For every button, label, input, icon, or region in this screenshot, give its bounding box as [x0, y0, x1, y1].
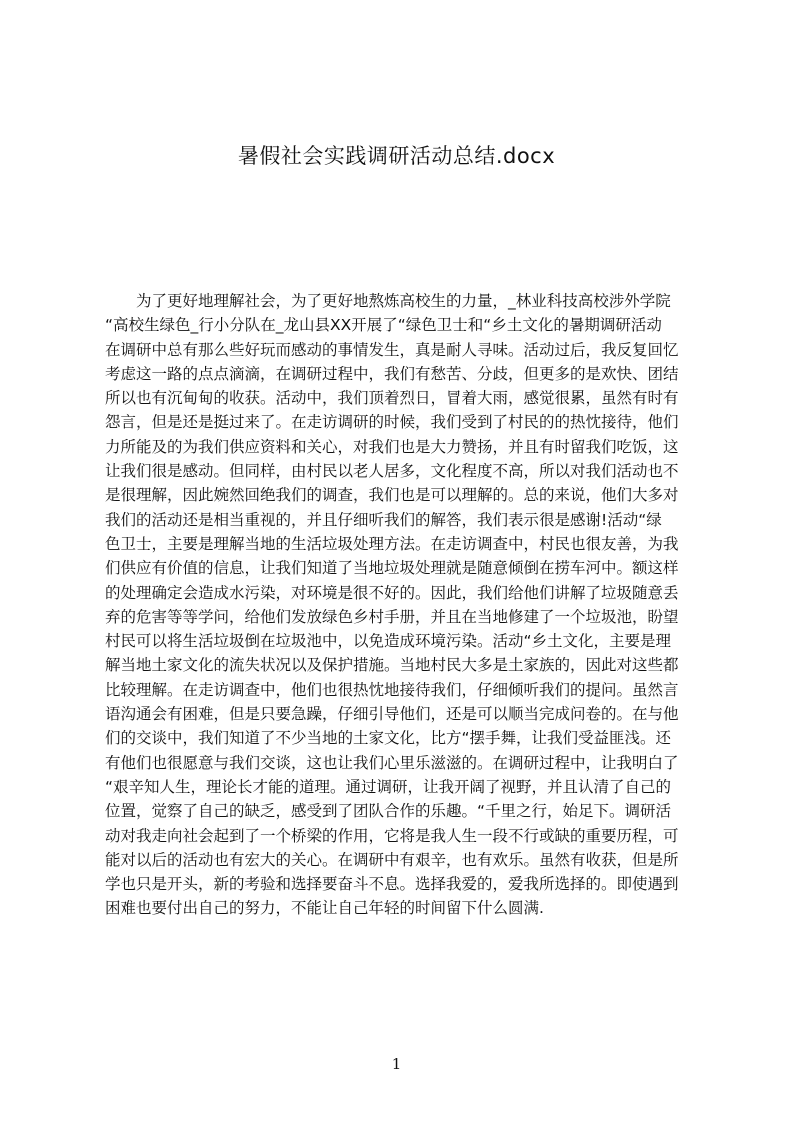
text-line: 位置，觉察了自己的缺乏，感受到了团队合作的乐趣。“千里之行，始足下。调研活: [105, 802, 672, 821]
text-line: 解当地土家文化的流失状况以及保护措施。当地村民大多是土家族的，因此对这些都: [105, 656, 679, 675]
text-line: 语沟通会有困难，但是只要急躁，仔细引导他们，还是可以顺当完成问卷的。在与他: [105, 705, 679, 724]
text-line: “高校生绿色_行小分队在_龙山县XX开展了“绿色卫士和“乡土文化的暑期调研活动: [105, 316, 662, 335]
text-line: 能对以后的活动也有宏大的关心。在调研中有艰辛，也有欢乐。虽然有收获，但是所: [105, 850, 679, 869]
text-line: 色卫士，主要是理解当地的生活垃圾处理方法。在走访调查中，村民也很友善，为我: [105, 534, 679, 553]
text-line: 怨言，但是还是挺过来了。在走访调研的时候，我们受到了村民的的热忱接待，他们: [105, 413, 679, 432]
text-line: 们的交谈中，我们知道了不少当地的土家文化，比方“摆手舞，让我们受益匪浅。还: [105, 729, 672, 748]
text-line: 让我们很是感动。但同样，由村民以老人居多，文化程度不高，所以对我们活动也不: [105, 462, 679, 481]
text-line: 我们的活动还是相当重视的，并且仔细听我们的解答，我们表示很是感谢!活动“绿: [105, 510, 662, 529]
text-line: 所以也有沉甸甸的收获。活动中，我们顶着烈日，冒着大雨，感觉很累，虽然有时有: [105, 389, 679, 408]
text-line: 考虑这一路的点点滴滴，在调研过程中，我们有愁苦、分歧，但更多的是欢快、团结: [105, 364, 679, 383]
document-body: [105, 289, 697, 921]
text-line: 学也只是开头，新的考验和选择要奋斗不息。选择我爱的，爱我所选择的。即使遇到: [105, 875, 679, 894]
text-line: 有他们也很愿意与我们交谈，这也让我们心里乐滋滋的。在调研过程中，让我明白了: [105, 753, 679, 772]
text-line: 力所能及的为我们供应资料和关心，对我们也是大力赞扬，并且有时留我们吃饭，这: [105, 437, 679, 456]
text-line: 弃的危害等等学问，给他们发放绿色乡村手册，并且在当地修建了一个垃圾池，盼望: [105, 607, 679, 626]
text-line: 为了更好地理解社会，为了更好地熬炼高校生的力量，_林业科技高校涉外学院: [105, 292, 671, 310]
text-line: 的处理确定会造成水污染，对环境是很不好的。因此，我们给他们讲解了垃圾随意丢: [105, 583, 679, 602]
text-line: 是很理解，因此婉然回绝我们的调查，我们也是可以理解的。总的来说，他们大多对: [105, 486, 679, 505]
text-line: 在调研中总有那么些好玩而感动的事情发生，真是耐人寻味。活动过后，我反复回忆: [105, 340, 679, 359]
text-line: 们供应有价值的信息，让我们知道了当地垃圾处理就是随意倾倒在捞车河中。额这样: [105, 559, 679, 578]
text-line: 困难也要付出自己的努力，不能让自己年轻的时间留下什么圆满.: [105, 899, 544, 918]
text-line: 村民可以将生活垃圾倒在垃圾池中，以免造成环境污染。活动“乡土文化，主要是理: [105, 632, 672, 651]
page-number: 1: [391, 1055, 402, 1073]
text-line: 比较理解。在走访调查中，他们也很热忱地接待我们，仔细倾听我们的提问。虽然言: [105, 680, 679, 699]
text-line: 动对我走向社会起到了一个桥梁的作用，它将是我人生一段不行或缺的重要历程，可: [105, 826, 679, 845]
document-title: 暑假社会实践调研活动总结.docx: [237, 144, 556, 168]
text-line: “艰辛知人生，理论长才能的道理。通过调研，让我开阔了视野，并且认清了自己的: [105, 777, 672, 796]
